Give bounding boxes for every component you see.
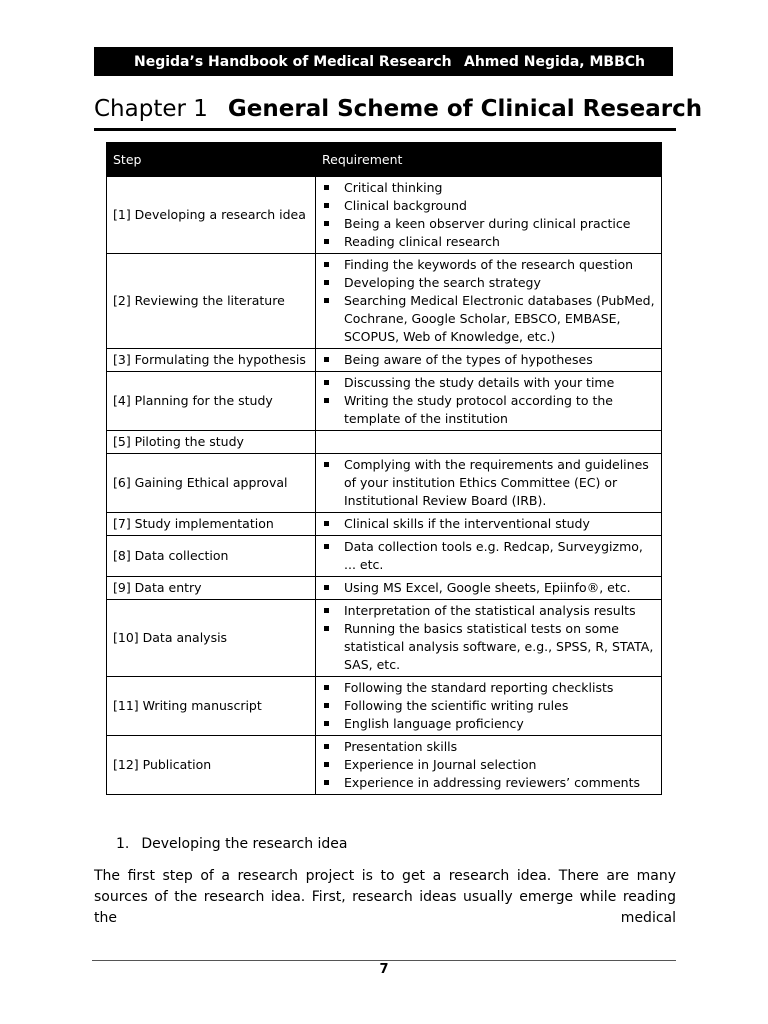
requirement-item: Running the basics statistical tests on some statistical analysis software, e.g., SPSS, R, STATA, SAS, etc. (322, 620, 655, 674)
author-name: Ahmed Negida, MBBCh (464, 53, 645, 70)
footer-divider (92, 960, 676, 961)
step-cell: [11] Writing manuscript (107, 677, 316, 736)
section-title: Developing the research idea (141, 836, 348, 852)
step-cell: [12] Publication (107, 736, 316, 795)
requirement-item: Being aware of the types of hypotheses (322, 351, 655, 369)
requirement-list (322, 538, 655, 574)
table-row (107, 677, 662, 736)
requirement-item: Discussing the study details with your time (322, 374, 655, 392)
requirement-list (322, 602, 655, 674)
requirement-cell (316, 254, 662, 349)
step-cell: [4] Planning for the study (107, 372, 316, 431)
requirement-cell (316, 577, 662, 600)
step-cell: [6] Gaining Ethical approval (107, 454, 316, 513)
requirement-item: Presentation skills (322, 738, 655, 756)
requirement-item: Complying with the requirements and guidelines of your institution Ethics Committee (EC) or Institutional Review Board (IRB). (322, 456, 655, 510)
requirement-cell (316, 677, 662, 736)
table-row (107, 349, 662, 372)
running-header (94, 47, 673, 76)
step-cell: [7] Study implementation (107, 513, 316, 536)
table-row (107, 513, 662, 536)
table-row (107, 600, 662, 677)
chapter-number: Chapter 1 (94, 96, 208, 122)
research-steps-table (106, 142, 662, 795)
requirement-item: Clinical background (322, 197, 655, 215)
requirement-cell (316, 372, 662, 431)
table-row (107, 536, 662, 577)
requirement-item: Experience in Journal selection (322, 756, 655, 774)
requirement-cell (316, 431, 662, 454)
table-row (107, 454, 662, 513)
requirement-item: Following the scientific writing rules (322, 697, 655, 715)
requirement-item: Writing the study protocol according to the template of the institution (322, 392, 655, 428)
section-heading (116, 836, 348, 852)
table-body (107, 177, 662, 795)
table-row (107, 254, 662, 349)
page-number: 7 (379, 962, 389, 977)
requirement-item: Searching Medical Electronic databases (PubMed, Cochrane, Google Scholar, EBSCO, EMBASE, SCOPUS, Web of Knowledge, etc.) (322, 292, 655, 346)
book-title: Negida’s Handbook of Medical Research (134, 53, 452, 70)
requirement-list (322, 374, 655, 428)
requirement-list (322, 179, 655, 251)
requirement-list (322, 456, 655, 510)
chapter-title: General Scheme of Clinical Research (227, 96, 703, 122)
requirement-item: Finding the keywords of the research question (322, 256, 655, 274)
requirement-cell (316, 600, 662, 677)
requirement-cell (316, 454, 662, 513)
requirement-item: Interpretation of the statistical analysis results (322, 602, 655, 620)
requirement-item: Using MS Excel, Google sheets, Epiinfo®, etc. (322, 579, 655, 597)
body-text (94, 866, 676, 929)
column-header-requirement: Requirement (316, 143, 662, 177)
chapter-divider (94, 128, 676, 131)
requirement-list (322, 351, 655, 369)
requirement-list (322, 515, 655, 533)
section-index: 1. (116, 836, 130, 852)
step-cell: [8] Data collection (107, 536, 316, 577)
requirement-item: Data collection tools e.g. Redcap, Surveygizmo, ... etc. (322, 538, 655, 574)
table-row (107, 431, 662, 454)
step-cell: [3] Formulating the hypothesis (107, 349, 316, 372)
column-header-step: Step (107, 143, 316, 177)
body-paragraph: The first step of a research project is to get a research idea. There are many sources of the research idea. First, research ideas usually emerge while reading the medical (94, 868, 676, 926)
requirement-item: English language proficiency (322, 715, 655, 733)
table-header-row (107, 143, 662, 177)
requirement-item: Experience in addressing reviewers’ comments (322, 774, 655, 792)
requirement-list (322, 256, 655, 346)
requirement-item: Developing the search strategy (322, 274, 655, 292)
requirement-cell (316, 736, 662, 795)
requirement-list (322, 738, 655, 792)
step-cell: [1] Developing a research idea (107, 177, 316, 254)
table-row (107, 577, 662, 600)
chapter-heading (94, 96, 702, 122)
requirement-item: Following the standard reporting checklists (322, 679, 655, 697)
requirement-cell (316, 536, 662, 577)
requirement-list (322, 679, 655, 733)
step-cell: [9] Data entry (107, 577, 316, 600)
requirement-item: Reading clinical research (322, 233, 655, 251)
requirement-item: Being a keen observer during clinical practice (322, 215, 655, 233)
table-row (107, 736, 662, 795)
requirement-cell (316, 177, 662, 254)
requirement-cell (316, 513, 662, 536)
requirement-item: Critical thinking (322, 179, 655, 197)
table-row (107, 372, 662, 431)
step-cell: [5] Piloting the study (107, 431, 316, 454)
requirement-list (322, 579, 655, 597)
requirement-item: Clinical skills if the interventional study (322, 515, 655, 533)
requirement-cell (316, 349, 662, 372)
step-cell: [10] Data analysis (107, 600, 316, 677)
table-row (107, 177, 662, 254)
step-cell: [2] Reviewing the literature (107, 254, 316, 349)
